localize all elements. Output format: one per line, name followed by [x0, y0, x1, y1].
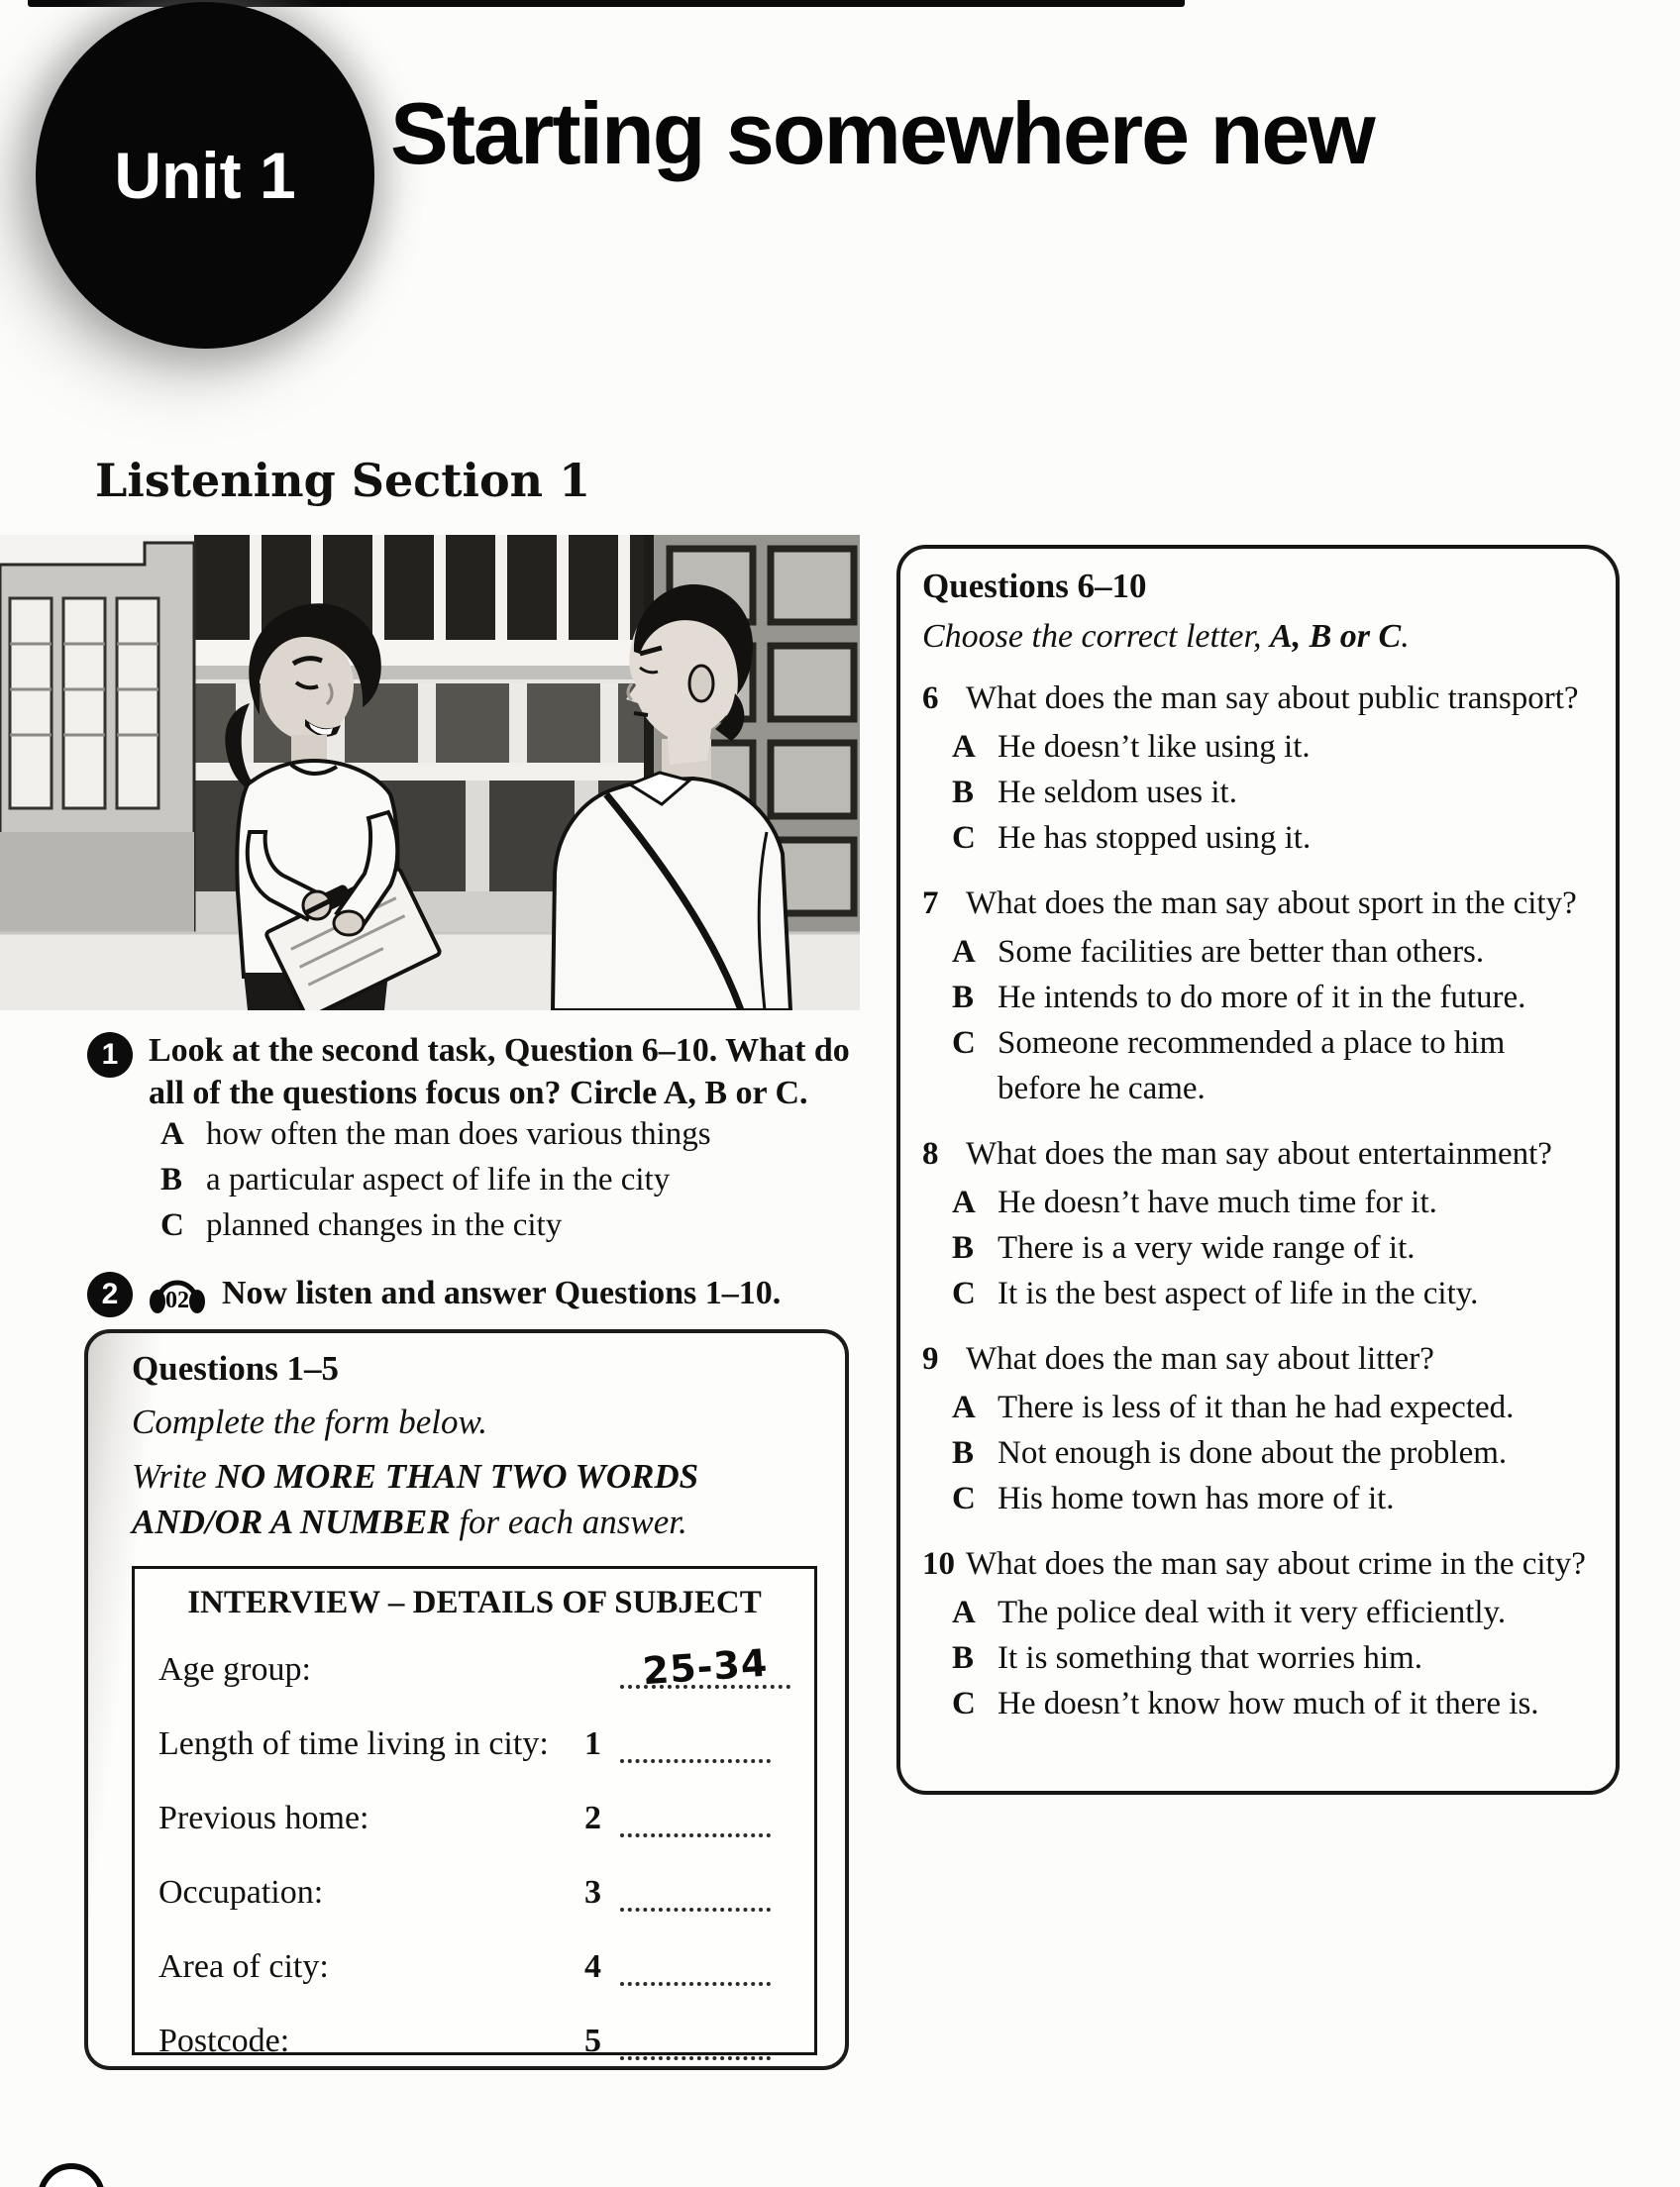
page-number-badge — [38, 2163, 105, 2187]
option-text: Someone recommended a place to him before he came. — [998, 1025, 1506, 1106]
question-7-option-b[interactable] — [952, 975, 1590, 1020]
section-heading-part: Section 1 — [351, 454, 591, 507]
question-text: What does the man say about crime in the city? — [966, 1546, 1586, 1582]
option-letter: B — [952, 1640, 975, 1676]
option-text: It is something that worries him. — [998, 1640, 1422, 1676]
question-number: 9 — [922, 1341, 939, 1377]
task-1-options — [160, 1111, 711, 1248]
option-letter: B — [160, 1162, 183, 1198]
option-text: He intends to do more of it in the future. — [998, 980, 1526, 1015]
instruction-prefix: Choose the correct letter, — [922, 618, 1270, 655]
option-letter: A — [952, 1185, 976, 1220]
answer-line-2[interactable] — [620, 1794, 771, 1837]
form-row-length-of-time — [158, 1719, 790, 1763]
question-9-option-a[interactable] — [952, 1385, 1590, 1430]
section-heading-main: Listening — [95, 454, 336, 507]
option-text: The police deal with it very efficiently. — [998, 1595, 1507, 1630]
form-title: INTERVIEW – DETAILS OF SUBJECT — [187, 1585, 762, 1620]
question-8-option-c[interactable] — [952, 1271, 1590, 1316]
task-2-number-badge: 2 — [87, 1272, 133, 1317]
question-text: What does the man say about litter? — [966, 1341, 1434, 1377]
answer-number: 3 — [584, 1874, 601, 1911]
option-letter: C — [952, 1686, 976, 1721]
option-text: Not enough is done about the problem. — [998, 1435, 1508, 1471]
option-text: He doesn’t know how much of it there is. — [998, 1686, 1539, 1721]
option-letter: A — [952, 934, 976, 970]
question-6-option-a[interactable] — [952, 724, 1590, 770]
option-letter: C — [952, 1481, 976, 1516]
task-1-instruction: Look at the second task, Question 6–10. What do all of the questions focus on? Circle A, B or C. — [149, 1032, 850, 1111]
form-row-age-group — [158, 1640, 790, 1694]
q15-write-instruction — [132, 1454, 782, 1544]
question-6 — [922, 677, 1590, 861]
audio-track-number: 02 — [165, 1288, 189, 1313]
question-7 — [922, 883, 1590, 1111]
answer-line-1[interactable] — [620, 1719, 771, 1763]
question-number: 7 — [922, 885, 939, 921]
option-letter: A — [952, 1595, 976, 1630]
task-1-number-badge: 1 — [87, 1032, 133, 1078]
interview-illustration — [0, 535, 860, 1010]
option-text: He doesn’t have much time for it. — [998, 1185, 1437, 1220]
option-text: There is a very wide range of it. — [998, 1230, 1416, 1266]
form-row-area-of-city — [158, 1942, 790, 1986]
answer-number: 4 — [584, 1948, 601, 1985]
form-label: Previous home: — [158, 1800, 369, 1836]
task-2-instruction: Now listen and answer Questions 1–10. — [222, 1274, 782, 1311]
answer-number: 2 — [584, 1800, 601, 1836]
question-8 — [922, 1133, 1590, 1316]
option-letter: A — [160, 1116, 184, 1152]
form-label: Postcode: — [158, 2023, 290, 2059]
option-letter: B — [952, 775, 975, 810]
question-8-option-a[interactable] — [952, 1180, 1590, 1225]
question-6-option-b[interactable] — [952, 770, 1590, 815]
option-text: Some facilities are better than others. — [998, 934, 1485, 970]
option-text: a particular aspect of life in the city — [206, 1162, 671, 1198]
answer-line-3[interactable] — [620, 1868, 771, 1912]
form-row-postcode — [158, 2017, 790, 2060]
unit-badge-label: Unit 1 — [114, 139, 296, 212]
option-letter: B — [952, 1230, 975, 1266]
question-text: What does the man say about public transport? — [966, 680, 1579, 716]
q610-instruction — [922, 618, 1590, 656]
option-text: how often the man does various things — [206, 1116, 711, 1152]
answer-line-4[interactable] — [620, 1942, 771, 1986]
option-letter: B — [952, 980, 975, 1015]
question-10-option-b[interactable] — [952, 1635, 1590, 1681]
answer-line-age-group[interactable] — [620, 1640, 790, 1694]
option-text: He doesn’t like using it. — [998, 729, 1311, 765]
answer-number: 5 — [584, 2023, 601, 2059]
write-limit: NO MORE THAN TWO WORDS AND/OR A NUMBER — [132, 1457, 699, 1541]
write-suffix: for each answer. — [450, 1502, 687, 1541]
option-letter: C — [952, 1276, 976, 1311]
question-6-option-c[interactable] — [952, 815, 1590, 861]
handwritten-answer: 25-34 — [641, 1640, 770, 1694]
question-number: 10 — [922, 1546, 955, 1582]
question-9 — [922, 1338, 1590, 1521]
question-10 — [922, 1543, 1590, 1726]
question-text: What does the man say about entertainment? — [966, 1136, 1552, 1172]
task-1 — [87, 1030, 870, 1115]
task-2 — [87, 1270, 781, 1317]
form-label: Length of time living in city: — [158, 1725, 549, 1762]
option-letter: A — [952, 729, 976, 765]
form-row-occupation — [158, 1868, 790, 1912]
page-title: Starting somewhere new — [390, 84, 1374, 182]
questions-1-5-panel — [84, 1329, 849, 2070]
option-text: His home town has more of it. — [998, 1481, 1395, 1516]
task1-option-a[interactable] — [160, 1111, 711, 1157]
question-number: 6 — [922, 680, 939, 716]
task1-option-b[interactable] — [160, 1157, 711, 1202]
form-label: Age group: — [158, 1651, 311, 1688]
q15-heading: Questions 1–5 — [132, 1349, 340, 1388]
questions-6-10-panel — [896, 545, 1620, 1795]
instruction-letters: A, B or C — [1269, 618, 1402, 655]
form-row-previous-home — [158, 1794, 790, 1837]
question-number: 8 — [922, 1136, 939, 1172]
form-label: Occupation: — [158, 1874, 324, 1911]
interview-form — [132, 1566, 817, 2059]
option-text: He has stopped using it. — [998, 820, 1312, 856]
unit-badge — [36, 2, 374, 349]
option-letter: C — [952, 820, 976, 856]
option-text: He seldom uses it. — [998, 775, 1237, 810]
question-10-option-c[interactable] — [952, 1681, 1590, 1726]
option-letter: A — [952, 1390, 976, 1425]
question-9-option-c[interactable] — [952, 1476, 1590, 1521]
task1-option-c[interactable] — [160, 1202, 711, 1248]
question-10-option-a[interactable] — [952, 1590, 1590, 1635]
option-letter: B — [952, 1435, 975, 1471]
option-text: There is less of it than he had expected. — [998, 1390, 1515, 1425]
question-7-option-a[interactable] — [952, 929, 1590, 975]
answer-number: 1 — [584, 1725, 601, 1762]
section-heading — [95, 454, 590, 507]
instruction-suffix: . — [1401, 618, 1410, 655]
write-prefix: Write — [132, 1457, 216, 1496]
option-text: planned changes in the city — [206, 1207, 563, 1243]
option-text: It is the best aspect of life in the city. — [998, 1276, 1479, 1311]
question-text: What does the man say about sport in the city? — [966, 885, 1577, 921]
question-7-option-c[interactable] — [952, 1020, 1590, 1111]
question-8-option-b[interactable] — [952, 1225, 1590, 1271]
option-letter: C — [160, 1207, 184, 1243]
audio-track-icon[interactable] — [149, 1272, 206, 1317]
q15-instruction: Complete the form below. — [132, 1403, 488, 1441]
answer-line-5[interactable] — [620, 2017, 771, 2060]
q610-heading: Questions 6–10 — [922, 567, 1147, 605]
form-label: Area of city: — [158, 1948, 329, 1985]
option-letter: C — [952, 1025, 976, 1061]
question-9-option-b[interactable] — [952, 1430, 1590, 1476]
